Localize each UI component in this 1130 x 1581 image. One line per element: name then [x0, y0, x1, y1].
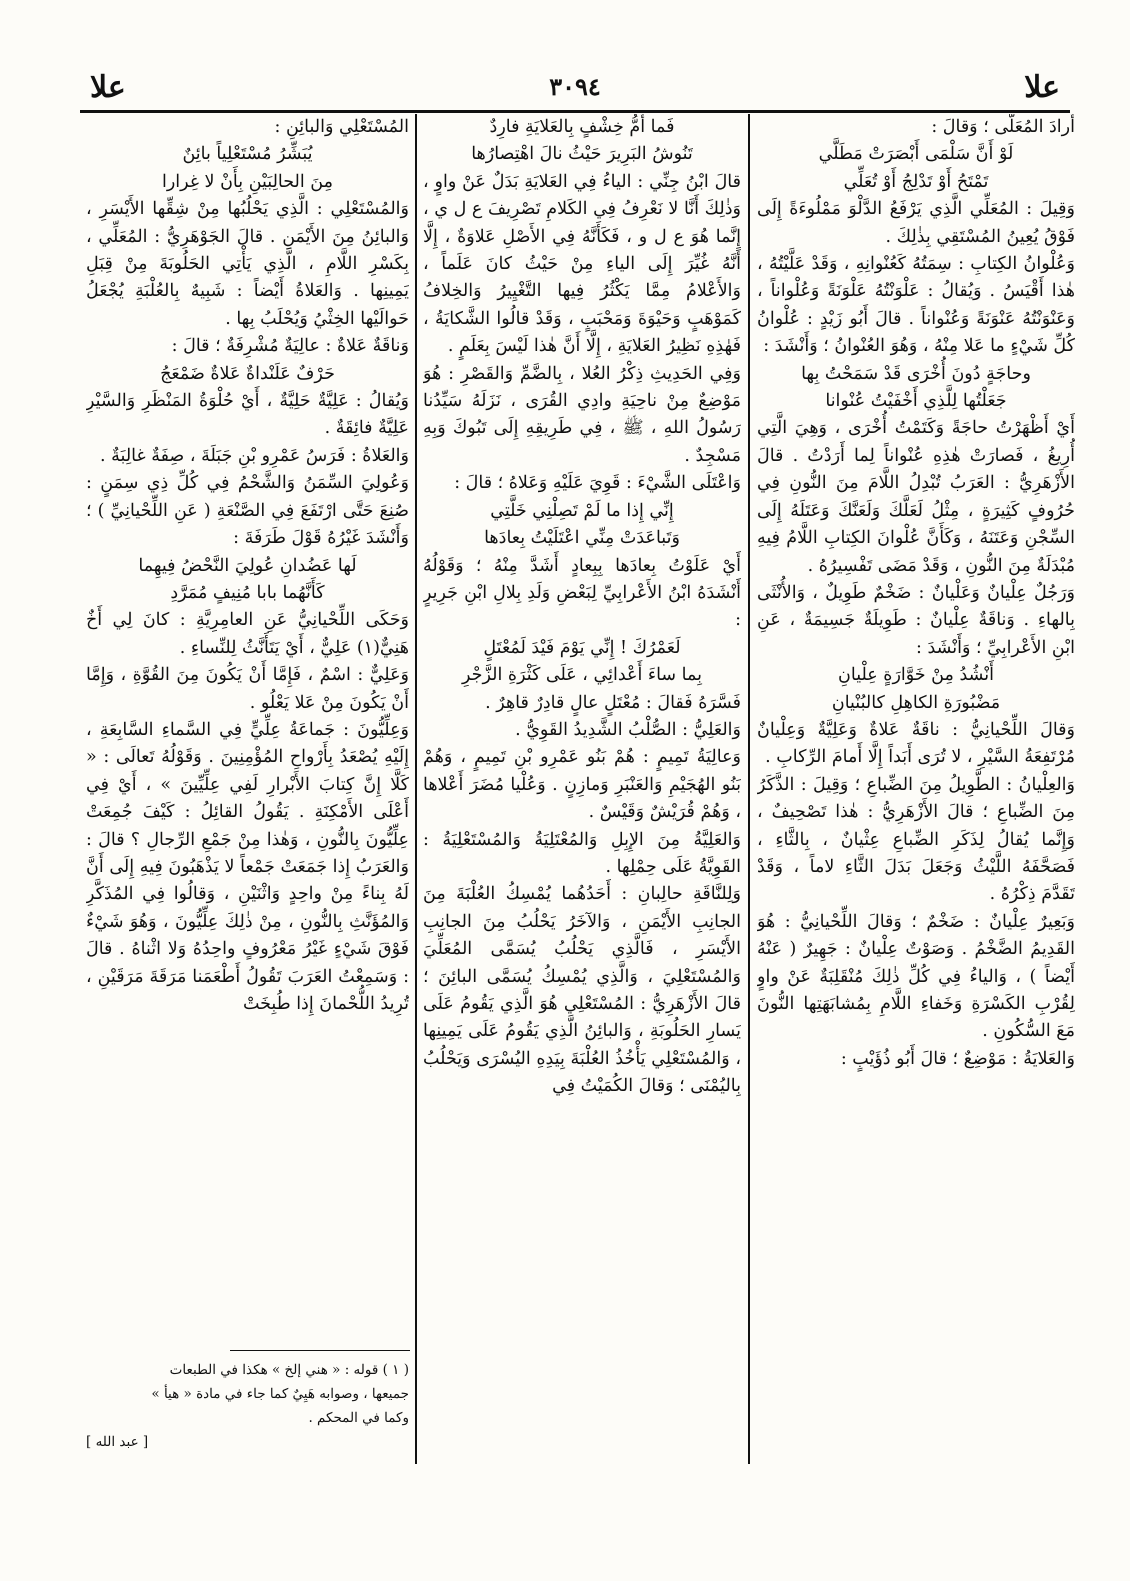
verse-line: مِنَ الحالِبَيْنِ بِأَنْ لا غِرارا [161, 171, 333, 192]
verse-line: كَأَنَّهُما بابا مُنِيفٍ مُمَرَّدِ [170, 582, 325, 603]
verse-line: أَنْشُدُ مِنْ خَوَّارَةٍ عِلْيانِ [838, 665, 994, 686]
paragraph: وَحَكَى اللِّحْيانِيُّ عَنِ العامِرِيَّةِ : كانَ لِي أَخٌ هَنِيٌّ(١) عَلِيٌّ ، أَيْ يَتَأَنَّثُ لِلنِّساءِ . [86, 610, 409, 658]
paragraph: وَاعْتَلَى الشَّيْءَ : قَوِيَ عَلَيْهِ وَعَلاهُ ؛ قالَ : [454, 473, 741, 494]
paragraph: أَيْ عَلَوْتُ بِعادَها بِبِعادٍ أَشَدَّ مِنْهُ ؛ وَقَوْلُهُ أَنْشَدَهُ ابْنُ الأَعْرابِيِّ لِبَعْضِ وَلَدِ بِلالِ ابْنِ جَرِيرٍ : [423, 555, 741, 631]
verse-line: تَنُوشُ البَرِيرَ حَيْثُ نالَ اهْتِصارُها [471, 144, 693, 165]
paragraph: وَبَعِيرٌ عِلْيانٌ : ضَخْمٌ ؛ وَقالَ اللِّحْيانِيُّ : هُوَ القَدِيمُ الضَّخْمُ . وَصَوْتٌ عِلْيانٌ : جَهِيرٌ ( عَنْهُ أَيْضاً ) ، وَالياءُ فِي كُلِّ ذٰلِكَ مُنْقَلِبَةٌ عَنْ واوٍ لِقُرْبِ الكَسْرَةِ وَخَفاءِ اللَّامِ بِمُشابَهَتِها النُّونَ مَعَ السُّكُونِ . [757, 911, 1075, 1042]
verse-line: حَرْفٌ عَلَنْداةٌ عَلاةٌ ضَمْعَجُ [160, 363, 335, 384]
column-divider [415, 114, 417, 1464]
footnote-line: وكما في المحكم . [308, 1410, 409, 1426]
page-header [80, 62, 1070, 113]
paragraph: وَعِلِّيُّونَ : جَماعَةُ عِلِّيٍّ فِي السَّماءِ السَّابِعَةِ ، إِلَيْهِ يُصْعَدُ بِأَرْواحِ المُؤْمِنِينَ . وَقَوْلُهُ تَعالَى : « كَلَّا إِنَّ كِتابَ الأَبْرارِ لَفِي عِلِّيِّينَ » ، أَيْ فِي أَعْلَى الأَمْكِنَةِ . يَقُولُ القائِلُ : كَيْفَ جُمِعَتْ عِلِّيُّونَ بِالنُّونِ ، وَهٰذا مِنْ جَمْعِ الرِّجالِ ؟ قالَ : وَالعَرَبُ إِذا جَمَعَتْ جَمْعاً لا يَذْهَبُونَ فِيهِ إِلَى أَنَّ لَهُ بِناءً مِنْ واحِدٍ وَاثْنَيْنِ ، وَقالُوا فِي المُذَكَّرِ وَالمُؤَنَّثِ بِالنُّونِ ، مِنْ ذٰلِكَ عِلِّيُّونَ ، وَهُوَ شَيْءٌ فَوْقَ شَيْءٍ غَيْرُ مَعْرُوفٍ واحِدُهُ وَلا اثْناهُ . قالَ : وَسَمِعْتُ العَرَبَ تَقُولُ أَطْعَمَنا مَرَقَةَ مَرَقَيْنِ ، تُرِيدُ اللُّحْمانَ إِذا طُبِخَتْ [86, 719, 409, 1014]
paragraph: وَالعَلاةُ : فَرَسُ عَمْرِو بْنِ جَبَلَةَ ، صِفَةٌ غالِبَةٌ . [100, 445, 409, 466]
verse-line: إِنِّي إِذا ما لَمْ تَصِلْنِي خَلَّتِي [490, 500, 674, 521]
paragraph: وَعالِيَةُ تَمِيمٍ : هُمْ بَنُو عَمْرِو بْنِ تَمِيمٍ ، وَهُمْ بَنُو الهُجَيْمِ وَالعَنْبَرِ وَمازِنٍ . وَعُلْيا مُضَرَ أَعْلاها ، وَهُمْ قُرَيْشٌ وَقَيْسٌ . [423, 747, 741, 823]
verse-line: مَضْبُورَةِ الكاهِلِ كالبُنْيانِ [831, 692, 1001, 713]
paragraph: وَالعَلِيَّةُ مِنَ الإِبِلِ وَالمُعْتَلِيَةُ وَالمُسْتَعْلِيَةُ : القَوِيَّةُ عَلَى حِمْلِها . [423, 829, 741, 877]
headword-left: علا [90, 70, 126, 105]
column-divider [748, 114, 750, 1464]
text-column-middle [423, 114, 741, 1469]
verse-line: فَما أُمُّ خِشْفٍ بِالعَلايَةِ فارِدٌ [489, 117, 675, 137]
verse-line: وحاجَةٍ دُونَ أُخْرَى قَدْ سَمَحْتُ بِها [801, 363, 1031, 384]
paragraph: وَلِلنَّاقَةِ حالِبانِ : أَحَدُهُما يُمْسِكُ العُلْبَةَ مِنَ الجانِبِ الأَيْمَنِ ، وَالآخَرُ يَحْلُبُ مِنَ الجانِبِ الأَيْسَرِ ، فَالَّذِي يَحْلُبُ يُسَمَّى المُعَلِّيَ وَالمُسْتَعْلِيَ ، وَالَّذِي يُمْسِكُ يُسَمَّى البائِنَ ؛ قالَ الأَزْهَرِيُّ : المُسْتَعْلِي هُوَ الَّذِي يَقُومُ عَلَى يَسارِ الحَلُوبَةِ ، وَالبائِنُ الَّذِي يَقُومُ عَلَى يَمِينِها ، وَالمُسْتَعْلِي يَأْخُذُ العُلْبَةَ بِيَدِهِ اليُسْرَى وَيَحْلُبُ بِاليُمْنَى ؛ وَقالَ الكُمَيْتُ فِي [423, 884, 741, 1097]
paragraph: قالَ ابْنُ جِنِّي : الياءُ فِي العَلايَةِ بَدَلٌ عَنْ واوٍ ، وَذٰلِكَ أَنَّا لا نَعْرِفُ فِي الكَلامِ تَصْرِيفَ ع ل ي ، إِنَّما هُوَ ع ل و ، فَكَأَنَّهُ فِي الأَصْلِ عَلاوَةٌ ، إِلَّا أَنَّهُ غُيِّرَ إِلَى الياءِ مِنْ حَيْثُ كانَ عَلَماً ، وَالأَعْلامُ مِمَّا يَكْثُرُ فِيها التَّغْيِيرُ وَالخِلافُ كَمَوْهَبٍ وَحَيْوَةَ وَمَحْبَبٍ ، وَقَدْ قالُوا الشَّكايَةُ ، فَهٰذِهِ نَظِيرُ العَلايَةِ ، إِلَّا أَنَّ هٰذا لَيْسَ بِعَلَمٍ . [423, 171, 741, 357]
verse-line: تَمْتَحُ أَوْ تَدْلِجُ أَوْ تُعَلِّي [843, 171, 989, 192]
paragraph: وَالعِلْيانُ : الطَّوِيلُ مِنَ الضِّباعِ ؛ وَقِيلَ : الذَّكَرُ مِنَ الضِّباعِ ؛ قالَ الأَزْهَرِيُّ : هٰذا تَصْحِيفٌ ، وَإِنَّما يُقالُ لِذَكَرِ الضِّباعِ عِثْيانٌ ، بِالثَّاءِ ، فَصَحَّفَهُ اللَّيْثُ وَجَعَلَ بَدَلَ الثَّاءِ لاماً ، وَقَدْ تَقَدَّمَ ذِكْرُهُ . [757, 774, 1075, 905]
paragraph: وَرَجُلٌ عِلْيانٌ وَعَلْيانٌ : ضَخْمٌ طَوِيلٌ ، وَالأُنْثَى بِالهاءِ . وَناقَةٌ عِلْيانٌ : طَوِيلَةٌ جَسِيمَةٌ ، عَنِ ابْنِ الأَعْرابِيِّ ؛ وَأَنْشَدَ : [757, 582, 1075, 658]
paragraph: وَعُولِيَ السِّمَنُ وَالشَّحْمُ فِي كُلِّ ذِي سِمَنٍ : صُنِعَ حَتَّى ارْتَفَعَ فِي الصَّنْعَةِ ( عَنِ اللِّحْيانِيِّ ) ؛ وَأَنْشَدَ غَيْرُهُ قَوْلَ طَرَفَةَ : [86, 473, 409, 549]
verse-line: يُبَشِّرُ مُسْتَعْلِياً بائِنٌ [182, 144, 313, 165]
footnote-line: جميعها ، وصوابه هَيِيٌ كما جاء في مادة « هيأ » [151, 1386, 409, 1402]
paragraph: وَقِيلَ : المُعَلِّي الَّذِي يَرْفَعُ الدَّلْوَ مَمْلُوءَةً إِلَى فَوْقُ يُعِينُ المُسْتَقِي بِذٰلِكَ . [757, 199, 1075, 247]
paragraph: المُسْتَعْلِي وَالبائِنِ : [274, 117, 409, 137]
verse-line: جَعَلْتُها لِلَّذِي أَخْفَيْتُ عُنْوانا [825, 391, 1007, 412]
paragraph: وَعَلِيٌّ : اسْمٌ ، فَإِمَّا أَنْ يَكُونَ مِنَ القُوَّةِ ، وَإِمَّا أَنْ يَكُونَ مِنْ عَلا يَعْلُو . [86, 665, 409, 713]
paragraph: أَرادَ المُعَلَّى ؛ وَقالَ : [931, 117, 1075, 137]
footnote [86, 1358, 409, 1454]
verse-line: لَها عَضُدانِ عُولِيَ النَّحْضُ فِيهِما [138, 555, 357, 576]
paragraph: وَالعَلايَةُ : مَوْضِعٌ ؛ قالَ أَبُو ذُؤَيْبٍ : [840, 1048, 1075, 1069]
text-column-right [757, 114, 1075, 1469]
paragraph: وَفِي الحَدِيثِ ذِكْرُ العُلا ، بِالضَّمِّ وَالقَصْرِ : هُوَ مَوْضِعٌ مِنْ ناحِيَةِ وادِي القُرَى ، نَزَلَهُ سَيِّدُنا رَسُولُ اللهِ ، ﷺ ، فِي طَرِيقِهِ إِلَى تَبُوكَ وَبِهِ مَسْجِدٌ . [423, 363, 741, 466]
paragraph: فَسَّرَهُ فَقالَ : مُعْتَلٍ عالٍ قادِرٌ قاهِرٌ . [485, 692, 741, 713]
paragraph: وَالعَلِيُّ : الصُّلْبُ الشَّدِيدُ القَوِيُّ . [515, 719, 741, 740]
footnote-divider [230, 1350, 410, 1351]
paragraph: وَيُقالُ : عَلِيَّةٌ حَلِيَّةٌ ، أَيْ حُلْوَةُ المَنْظَرِ وَالسَّيْرِ عَلِيَّةٌ فائِقَةٌ . [86, 391, 409, 439]
verse-line: وَتَباعَدَتْ مِنِّي اعْتَلَيْتُ بِعادَها [484, 528, 680, 549]
footnote-signature: [ عبد الله ] [86, 1434, 149, 1450]
footnote-line: ( ١ ) قوله : « هني إلخ » هكذا في الطبعات [169, 1362, 409, 1378]
paragraph: وَالمُسْتَعْلِي : الَّذِي يَحْلُبُها مِنْ شِقِّها الأَيْسَرِ ، وَالبائِنُ مِنَ الأَيْمَنِ . قالَ الجَوْهَرِيُّ : المُعَلِّي ، بِكَسْرِ اللَّامِ ، الَّذِي يَأْتِي الحَلُوبَةَ مِنْ قِبَلِ يَمِينِها . وَالعَلاةُ أَيْضاً : شَبِيهٌ بِالعُلْبَةِ يُجْعَلُ حَوالَيْها الخِثْيُ وَيُحْلَبُ بِها . [86, 199, 409, 329]
verse-line: بِما ساءَ أَعْدائِي ، عَلَى كَثْرَةِ الزَّجْرِ [462, 665, 702, 686]
page-number: ٣٠٩٤ [549, 72, 601, 101]
paragraph: وَقالَ اللِّحْيانِيُّ : ناقَةٌ عَلاةٌ وَعَلِيَّةٌ وَعِلْيانٌ مُرْتَفِعَةُ السَّيْرِ ، لا تُرَى أَبَداً إِلَّا أَمامَ الرِّكابِ . [757, 719, 1075, 768]
verse-line: لَوْ أَنَّ سَلْمَى أَبْصَرَتْ مَطَلَّي [818, 144, 1014, 165]
text-column-left [86, 114, 409, 1342]
paragraph: وَعُلْوانُ الكِتابِ : سِمَتُهُ كَعُنْوانِهِ ، وَقَدْ عَلَّيْتُهُ ، هٰذا أَقْيَسُ . وَيُقالُ : عَلْوَنْتُهُ عَلْوَنَةً وَعُلْواناً ، وَعَنْوَنْتُهُ عَنْوَنَةً وَعُنْواناً . قالَ أَبُو زَيْدٍ : عُلْوانُ كُلِّ شَيْءٍ ما عَلا مِنْهُ ، وَهُوَ العُنْوانُ ؛ وَأَنْشَدَ : [757, 254, 1075, 357]
verse-line: لَعَمْرُكَ ! إِنِّي يَوْمَ فَيْدَ لَمُعْتَلٍ [483, 637, 681, 658]
paragraph: وَناقَةٌ عَلاةٌ : عالِيَةٌ مُشْرِفَةٌ ؛ قالَ : [171, 336, 409, 357]
headword-right: علا [1024, 70, 1060, 105]
paragraph: أَيْ أَظْهَرْتُ حاجَةً وَكَتَمْتُ أُخْرَى ، وَهِيَ الَّتِي أُرِيغُ ، فَصارَتْ هٰذِهِ عُنْواناً لِما أَرَدْتُ . قالَ الأَزْهَرِيُّ : العَرَبُ تُبْدِلُ اللَّامَ مِنَ النُّونِ فِي حُرُوفٍ كَثِيرَةٍ ، مِثْلُ لَعَلَّكَ وَلَعَنَّكَ وَعَتَلَهُ إِلَى السِّجْنِ وَعَتَنَهُ ، وَكَأَنَّ عُلْوانَ الكِتابِ اللَّامُ فِيهِ مُبْدَلَةٌ مِنَ النُّونِ ، وَقَدْ مَضَى تَفْسِيرُهُ . [757, 418, 1075, 576]
